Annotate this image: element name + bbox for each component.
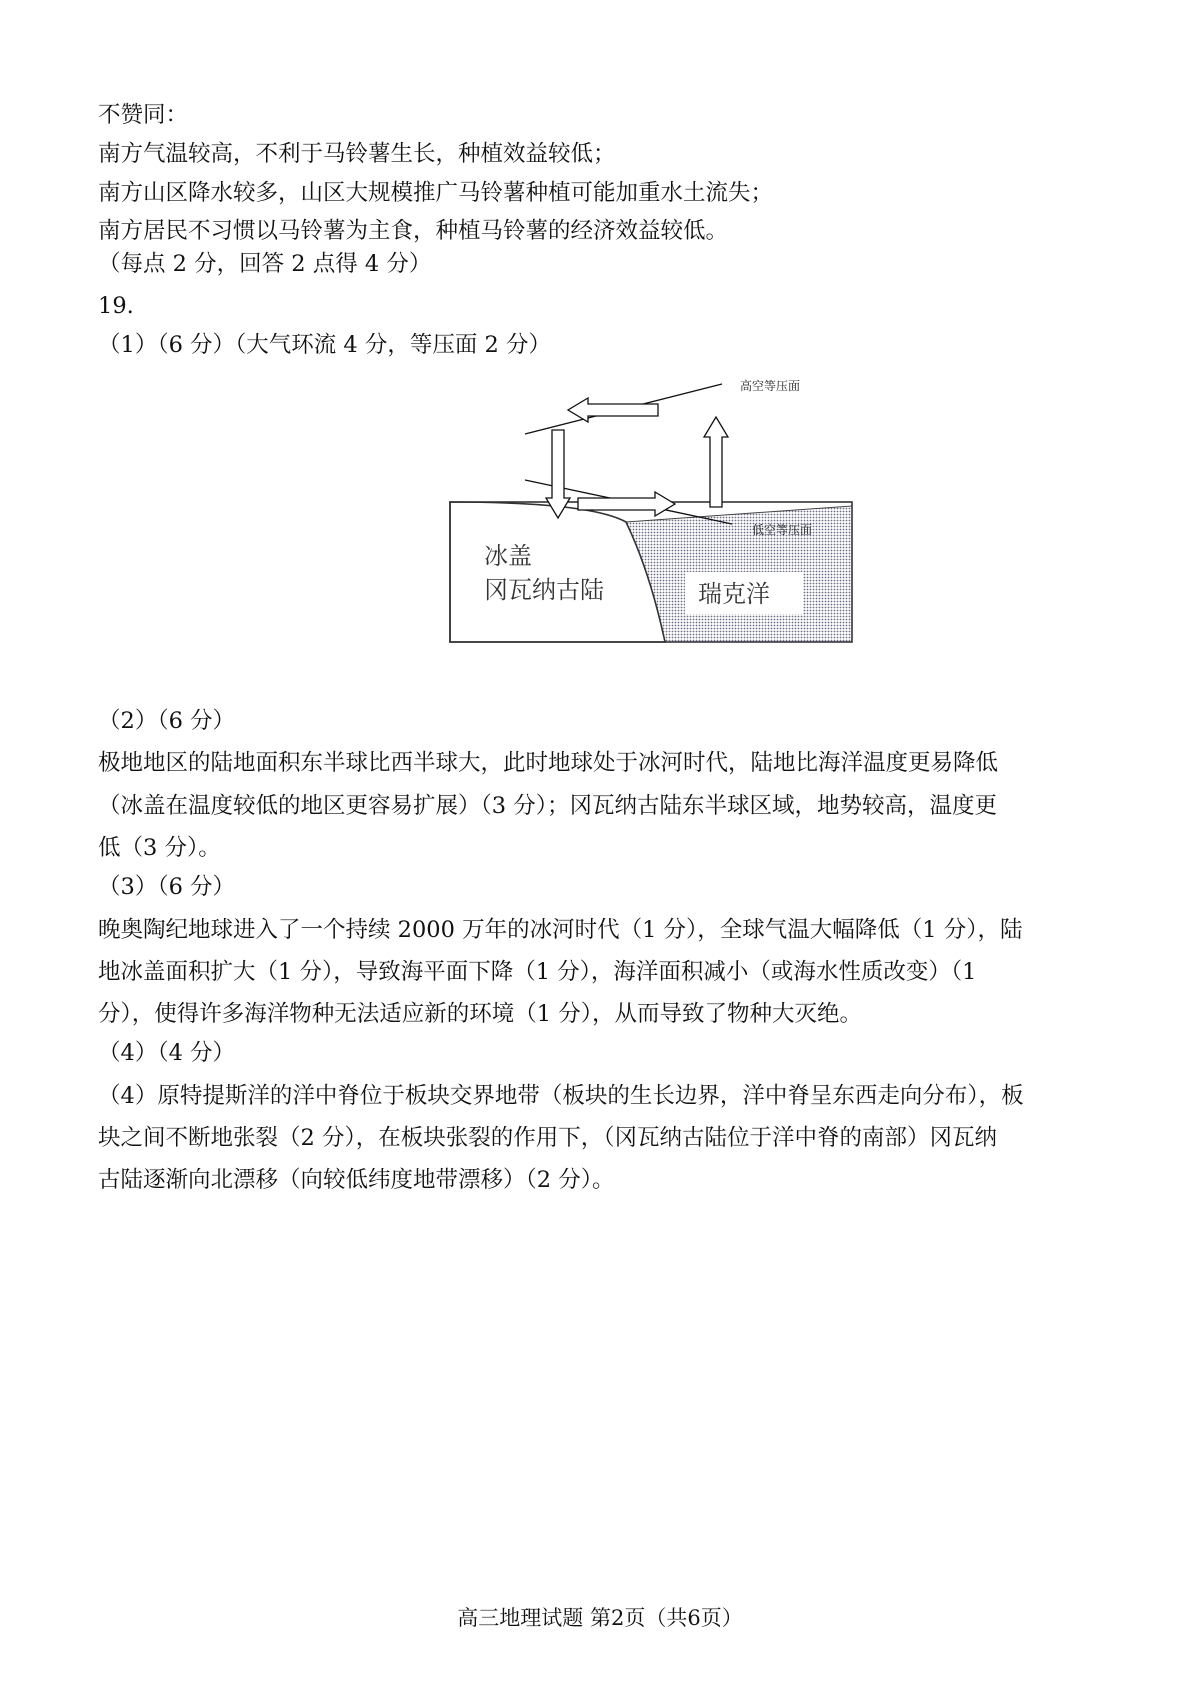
text-line: 晚奥陶纪地球进入了一个持续 2000 万年的冰河时代（1 分），全球气温大幅降低（1 分），陆 — [98, 917, 1023, 943]
atmospheric-circulation-diagram — [440, 372, 860, 652]
subquestion-heading: （4）（4 分） — [98, 1040, 236, 1066]
text-line: 极地地区的陆地面积东半球比西半球大，此时地球处于冰河时代，陆地比海洋温度更易降低 — [98, 750, 999, 776]
text-line: 块之间不断地张裂（2 分），在板块张裂的作用下，（冈瓦纳古陆位于洋中脊的南部）冈瓦纳 — [98, 1125, 997, 1151]
text-line: （每点 2 分，回答 2 点得 4 分） — [98, 251, 432, 277]
text-line: （4）原特提斯洋的洋中脊位于板块交界地带（板块的生长边界，洋中脊呈东西走向分布），板 — [98, 1083, 1024, 1109]
land-label-ice-cap: 冰盖 — [484, 542, 532, 570]
text-line: 古陆逐渐向北漂移（向较低纬度地带漂移）（2 分）。 — [98, 1167, 615, 1193]
arrow-right-up — [704, 417, 728, 507]
text-line: （冰盖在温度较低的地区更容易扩展）（3 分）；冈瓦纳古陆东半球区域，地势较高，温度更 — [98, 793, 997, 819]
arrow-upper-left — [568, 398, 658, 422]
upper-isobar-label: 高空等压面 — [740, 379, 801, 393]
text-line: 分），使得许多海洋物种无法适应新的环境（1 分），从而导致了物种大灭绝。 — [98, 1001, 862, 1027]
text-line: 南方山区降水较多，山区大规模推广马铃薯种植可能加重水土流失； — [98, 180, 774, 206]
text-line: 南方居民不习惯以马铃薯为主食，种植马铃薯的经济效益较低。 — [98, 218, 729, 244]
text-line: 低（3 分）。 — [98, 835, 221, 861]
land-label-gondwana: 冈瓦纳古陆 — [484, 576, 604, 604]
lower-isobar-label: 低空等压面 — [752, 523, 813, 537]
arrow-left-down — [546, 430, 570, 518]
page-footer: 高三地理试题 第2页（共6页） — [457, 1606, 743, 1630]
text-line: 南方气温较高，不利于马铃薯生长，种植效益较低； — [98, 141, 616, 167]
subquestion-heading: （1）（6 分）（大气环流 4 分，等压面 2 分） — [98, 332, 552, 358]
text-line: 不赞同： — [98, 102, 189, 128]
question-number: 19. — [98, 293, 134, 319]
text-line: 地冰盖面积扩大（1 分），导致海平面下降（1 分），海洋面积减小（或海水性质改变）（1 — [98, 959, 977, 985]
subquestion-heading: （2）（6 分） — [98, 708, 236, 734]
subquestion-heading: （3）（6 分） — [98, 874, 236, 900]
ocean-label-rheic: 瑞克洋 — [698, 580, 770, 608]
